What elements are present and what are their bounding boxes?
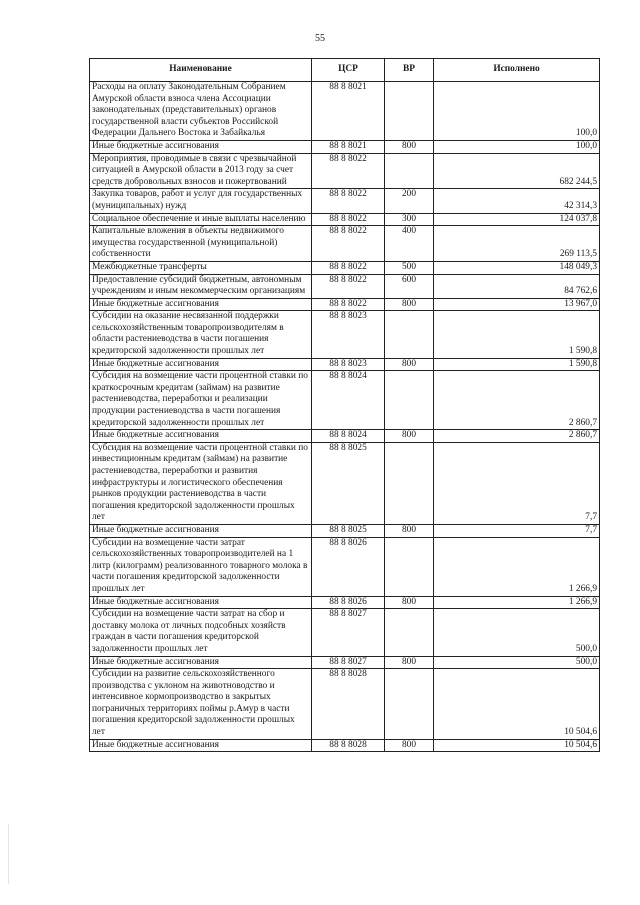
row-csr: 88 8 8023 xyxy=(312,358,385,371)
row-executed: 269 113,5 xyxy=(434,226,600,262)
row-executed: 84 762,6 xyxy=(434,274,600,298)
row-csr: 88 8 8028 xyxy=(312,739,385,752)
table-row xyxy=(90,140,600,153)
table-row xyxy=(90,274,600,298)
table-row xyxy=(90,442,600,524)
row-vr: 200 xyxy=(385,189,434,213)
row-csr: 88 8 8025 xyxy=(312,524,385,537)
row-executed: 42 314,3 xyxy=(434,189,600,213)
row-executed: 10 504,6 xyxy=(434,669,600,740)
row-vr xyxy=(385,609,434,656)
row-name: Иные бюджетные ассигнования xyxy=(90,656,312,669)
row-name: Расходы на оплату Законодательным Собранием Амурской области взноса члена Ассоциации законодательных (представительных) органов государственной власти субъектов Российской Федерации Дальнего Востока и Забайкалья xyxy=(90,82,312,141)
table-row xyxy=(90,669,600,740)
row-name: Иные бюджетные ассигнования xyxy=(90,596,312,609)
row-csr: 88 8 8021 xyxy=(312,82,385,141)
row-csr: 88 8 8022 xyxy=(312,274,385,298)
row-executed: 2 860,7 xyxy=(434,371,600,430)
row-name: Предоставление субсидий бюджетным, автономным учреждениям и иным некоммерческим организациям xyxy=(90,274,312,298)
table-row xyxy=(90,358,600,371)
row-executed: 7,7 xyxy=(434,442,600,524)
table-row xyxy=(90,311,600,358)
table-row xyxy=(90,430,600,443)
table-row xyxy=(90,226,600,262)
row-vr: 800 xyxy=(385,656,434,669)
row-name: Иные бюджетные ассигнования xyxy=(90,524,312,537)
row-executed: 1 266,9 xyxy=(434,596,600,609)
row-vr: 800 xyxy=(385,140,434,153)
row-csr: 88 8 8022 xyxy=(312,298,385,311)
table-row xyxy=(90,189,600,213)
row-name: Иные бюджетные ассигнования xyxy=(90,430,312,443)
table-row xyxy=(90,596,600,609)
row-csr: 88 8 8028 xyxy=(312,669,385,740)
table-row xyxy=(90,371,600,430)
row-executed: 1 590,8 xyxy=(434,311,600,358)
row-name: Субсидии на развитие сельскохозяйственного производства с уклоном на животноводство и интенсивное кормопроизводство в закрытых пограничных территориях поймы р.Амур в части погашения кредиторской задолженности прошлых лет xyxy=(90,669,312,740)
table-row xyxy=(90,537,600,596)
table-body xyxy=(90,82,600,752)
row-executed: 100,0 xyxy=(434,82,600,141)
table-row xyxy=(90,609,600,656)
row-name: Иные бюджетные ассигнования xyxy=(90,298,312,311)
table-row xyxy=(90,82,600,141)
table-row xyxy=(90,524,600,537)
row-executed: 1 590,8 xyxy=(434,358,600,371)
page-number: 55 xyxy=(315,33,325,44)
row-executed: 13 967,0 xyxy=(434,298,600,311)
row-csr: 88 8 8027 xyxy=(312,656,385,669)
row-name: Субсидии на возмещение части затрат сельскохозяйственных товаропроизводителей на 1 литр (килограмм) реализованного товарного молока в части погашения кредиторской задолженности прошлых лет xyxy=(90,537,312,596)
row-executed: 7,7 xyxy=(434,524,600,537)
row-name: Субсидия на возмещение части процентной ставки по краткосрочным кредитам (займам) на развитие растениеводства, переработки и реализации продукции растениеводства в части погашения кредиторской задолженности прошлых лет xyxy=(90,371,312,430)
row-vr xyxy=(385,442,434,524)
row-vr xyxy=(385,669,434,740)
header-executed: Исполнено xyxy=(434,59,600,82)
row-vr: 500 xyxy=(385,261,434,274)
table-row xyxy=(90,213,600,226)
row-csr: 88 8 8022 xyxy=(312,213,385,226)
table-header-row xyxy=(90,59,600,82)
row-csr: 88 8 8022 xyxy=(312,226,385,262)
row-vr: 800 xyxy=(385,524,434,537)
header-csr: ЦСР xyxy=(312,59,385,82)
table-row xyxy=(90,739,600,752)
row-csr: 88 8 8026 xyxy=(312,596,385,609)
row-vr xyxy=(385,82,434,141)
row-vr xyxy=(385,371,434,430)
row-name: Субсидии на оказание несвязанной поддержки сельскохозяйственным товаропроизводителям в области растениеводства в части погашения кредиторской задолженности прошлых лет xyxy=(90,311,312,358)
row-executed: 148 049,3 xyxy=(434,261,600,274)
row-vr: 400 xyxy=(385,226,434,262)
row-csr: 88 8 8022 xyxy=(312,153,385,189)
row-vr: 800 xyxy=(385,739,434,752)
row-csr: 88 8 8026 xyxy=(312,537,385,596)
row-name: Иные бюджетные ассигнования xyxy=(90,140,312,153)
row-vr xyxy=(385,153,434,189)
row-vr: 600 xyxy=(385,274,434,298)
row-csr: 88 8 8024 xyxy=(312,371,385,430)
row-name: Капитальные вложения в объекты недвижимого имущества государственной (муниципальной) собственности xyxy=(90,226,312,262)
row-name: Социальное обеспечение и иные выплаты населению xyxy=(90,213,312,226)
table-row xyxy=(90,261,600,274)
table-row xyxy=(90,656,600,669)
row-vr xyxy=(385,537,434,596)
row-vr: 800 xyxy=(385,298,434,311)
row-executed: 124 037,8 xyxy=(434,213,600,226)
row-executed: 500,0 xyxy=(434,656,600,669)
row-vr: 800 xyxy=(385,358,434,371)
row-executed: 100,0 xyxy=(434,140,600,153)
row-executed: 10 504,6 xyxy=(434,739,600,752)
header-vr: ВР xyxy=(385,59,434,82)
row-name: Иные бюджетные ассигнования xyxy=(90,358,312,371)
row-name: Закупка товаров, работ и услуг для государственных (муниципальных) нужд xyxy=(90,189,312,213)
row-name: Субсидия на возмещение части процентной ставки по инвестиционным кредитам (займам) на развитие растениеводства, переработки и развития инфраструктуры и логистического обеспечения рынков продукции растениеводства в части погашения кредиторской задолженности прошлых лет xyxy=(90,442,312,524)
row-csr: 88 8 8022 xyxy=(312,261,385,274)
budget-execution-table xyxy=(89,58,600,752)
row-csr: 88 8 8023 xyxy=(312,311,385,358)
row-csr: 88 8 8024 xyxy=(312,430,385,443)
row-name: Межбюджетные трансферты xyxy=(90,261,312,274)
row-csr: 88 8 8021 xyxy=(312,140,385,153)
table-row xyxy=(90,298,600,311)
row-vr: 800 xyxy=(385,596,434,609)
row-vr xyxy=(385,311,434,358)
row-csr: 88 8 8025 xyxy=(312,442,385,524)
row-executed: 682 244,5 xyxy=(434,153,600,189)
scan-margin-mark xyxy=(8,824,9,884)
row-vr: 800 xyxy=(385,430,434,443)
row-vr: 300 xyxy=(385,213,434,226)
row-csr: 88 8 8027 xyxy=(312,609,385,656)
row-executed: 500,0 xyxy=(434,609,600,656)
row-name: Мероприятия, проводимые в связи с чрезвычайной ситуацией в Амурской области в 2013 году за счет средств добровольных взносов и пожертвований xyxy=(90,153,312,189)
row-name: Субсидии на возмещение части затрат на сбор и доставку молока от личных подсобных хозяйств граждан в части погашения кредиторской задолженности прошлых лет xyxy=(90,609,312,656)
row-executed: 2 860,7 xyxy=(434,430,600,443)
row-name: Иные бюджетные ассигнования xyxy=(90,739,312,752)
header-name: Наименование xyxy=(90,59,312,82)
table-row xyxy=(90,153,600,189)
row-executed: 1 266,9 xyxy=(434,537,600,596)
row-csr: 88 8 8022 xyxy=(312,189,385,213)
